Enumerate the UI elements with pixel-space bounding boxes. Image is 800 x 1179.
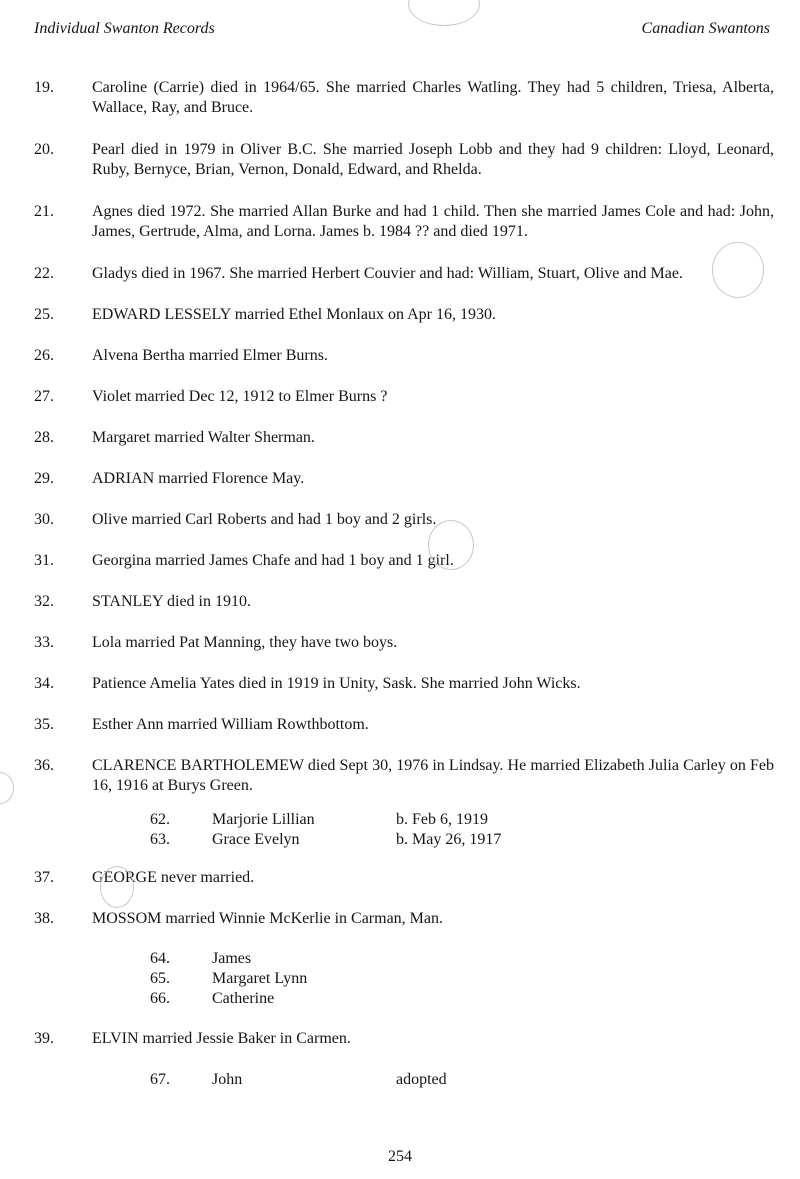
child-number: 65. <box>150 970 170 987</box>
record-number: 35. <box>34 716 54 733</box>
record-30 <box>34 510 774 530</box>
record-31 <box>34 551 774 571</box>
child-number: 66. <box>150 990 170 1007</box>
record-number: 20. <box>34 141 54 158</box>
record-text: Violet married Dec 12, 1912 to Elmer Burns ? <box>92 388 388 405</box>
record-text: Agnes died 1972. She married Allan Burke and had 1 child. Then she married James Cole and had: John, James, Gertrude, Alma, and Lorna. James b. 1984 ?? and died 1971. <box>92 203 774 240</box>
record-number: 39. <box>34 1030 54 1047</box>
children-list <box>34 1070 774 1090</box>
page-number: 254 <box>388 1148 412 1165</box>
record-33 <box>34 633 774 653</box>
record-text: STANLEY died in 1910. <box>92 593 251 610</box>
record-37 <box>34 868 774 888</box>
record-34 <box>34 674 774 694</box>
record-text: EDWARD LESSELY married Ethel Monlaux on Apr 16, 1930. <box>92 306 496 323</box>
record-number: 30. <box>34 511 54 528</box>
child-name: Grace Evelyn <box>212 831 300 848</box>
record-text: Pearl died in 1979 in Oliver B.C. She married Joseph Lobb and they had 9 children: Lloyd, Leonard, Ruby, Bernyce, Brian, Vernon, Donald, Edward, and Rhelda. <box>92 141 774 178</box>
child-row <box>34 830 774 850</box>
record-20 <box>34 140 774 180</box>
record-number: 36. <box>34 757 54 774</box>
record-number: 32. <box>34 593 54 610</box>
child-number: 67. <box>150 1071 170 1088</box>
scan-mark <box>408 0 480 26</box>
child-name: Margaret Lynn <box>212 970 308 987</box>
record-number: 19. <box>34 79 54 96</box>
record-number: 22. <box>34 265 54 282</box>
record-text: Gladys died in 1967. She married Herbert Couvier and had: William, Stuart, Olive and Mae. <box>92 265 683 282</box>
children-list <box>34 949 774 1009</box>
child-row <box>34 989 774 1009</box>
record-number: 26. <box>34 347 54 364</box>
record-text: GEORGE never married. <box>92 869 255 886</box>
record-29 <box>34 469 774 489</box>
child-note: adopted <box>396 1071 447 1088</box>
record-35 <box>34 715 774 735</box>
record-text: Patience Amelia Yates died in 1919 in Unity, Sask. She married John Wicks. <box>92 675 581 692</box>
child-name: James <box>212 950 252 967</box>
header-left: Individual Swanton Records <box>34 20 215 37</box>
record-19 <box>34 78 774 118</box>
record-36 <box>34 756 774 796</box>
record-text: Georgina married James Chafe and had 1 boy and 1 girl. <box>92 552 454 569</box>
record-text: CLARENCE BARTHOLEMEW died Sept 30, 1976 in Lindsay. He married Elizabeth Julia Carley on Feb 16, 1916 at Burys Green. <box>92 757 774 794</box>
record-number: 31. <box>34 552 54 569</box>
records-list <box>34 78 774 1090</box>
child-name: Marjorie Lillian <box>212 811 315 828</box>
child-row <box>34 949 774 969</box>
header-right: Canadian Swantons <box>641 20 770 37</box>
child-row <box>34 1070 774 1090</box>
record-39 <box>34 1029 774 1049</box>
record-22 <box>34 264 774 284</box>
record-number: 25. <box>34 306 54 323</box>
record-text: ELVIN married Jessie Baker in Carmen. <box>92 1030 351 1047</box>
record-number: 28. <box>34 429 54 446</box>
record-32 <box>34 592 774 612</box>
record-number: 27. <box>34 388 54 405</box>
child-name: Catherine <box>212 990 275 1007</box>
child-note: b. May 26, 1917 <box>396 831 502 848</box>
record-text: Esther Ann married William Rowthbottom. <box>92 716 369 733</box>
child-row <box>34 969 774 989</box>
record-21 <box>34 202 774 242</box>
child-note: b. Feb 6, 1919 <box>396 811 488 828</box>
child-row <box>34 810 774 830</box>
record-number: 33. <box>34 634 54 651</box>
record-number: 37. <box>34 869 54 886</box>
record-number: 29. <box>34 470 54 487</box>
child-number: 64. <box>150 950 170 967</box>
child-number: 63. <box>150 831 170 848</box>
record-text: Alvena Bertha married Elmer Burns. <box>92 347 328 364</box>
record-28 <box>34 428 774 448</box>
record-number: 38. <box>34 910 54 927</box>
children-list <box>34 810 774 850</box>
record-26 <box>34 346 774 366</box>
record-text: Caroline (Carrie) died in 1964/65. She married Charles Watling. They had 5 children, Triesa, Alberta, Wallace, Ray, and Bruce. <box>92 79 774 116</box>
child-number: 62. <box>150 811 170 828</box>
record-number: 34. <box>34 675 54 692</box>
record-number: 21. <box>34 203 54 220</box>
record-text: Olive married Carl Roberts and had 1 boy and 2 girls. <box>92 511 437 528</box>
record-text: MOSSOM married Winnie McKerlie in Carman, Man. <box>92 910 443 927</box>
scan-mark <box>0 772 14 804</box>
record-38 <box>34 909 774 929</box>
record-25 <box>34 305 774 325</box>
record-text: ADRIAN married Florence May. <box>92 470 305 487</box>
record-27 <box>34 387 774 407</box>
child-name: John <box>212 1071 243 1088</box>
record-text: Margaret married Walter Sherman. <box>92 429 315 446</box>
record-text: Lola married Pat Manning, they have two boys. <box>92 634 398 651</box>
